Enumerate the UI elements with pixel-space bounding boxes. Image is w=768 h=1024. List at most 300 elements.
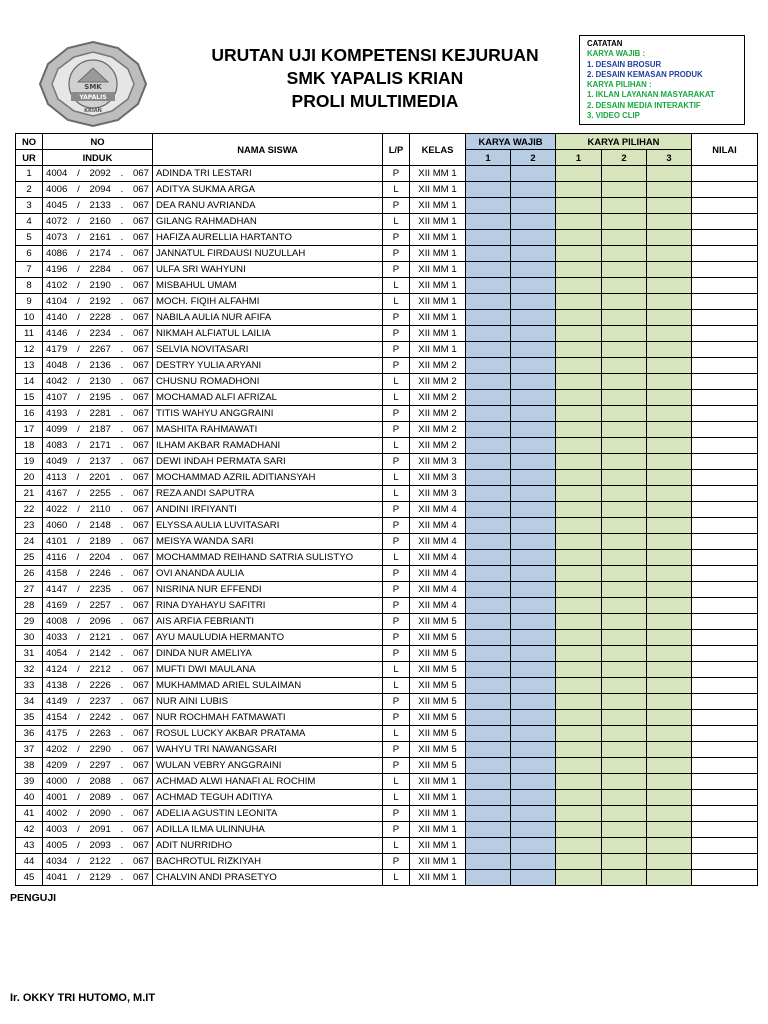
cell-nilai[interactable]: [692, 262, 758, 278]
cell-pilihan-2[interactable]: [602, 310, 647, 326]
cell-pilihan-1[interactable]: [556, 214, 602, 230]
cell-wajib-2[interactable]: [511, 486, 556, 502]
cell-pilihan-3[interactable]: [647, 422, 692, 438]
cell-wajib-1[interactable]: [466, 246, 511, 262]
cell-pilihan-1[interactable]: [556, 550, 602, 566]
cell-nilai[interactable]: [692, 246, 758, 262]
cell-pilihan-3[interactable]: [647, 678, 692, 694]
header-kelas: KELAS: [410, 134, 466, 166]
cell-pilihan-3[interactable]: [647, 214, 692, 230]
cell-pilihan-2[interactable]: [602, 294, 647, 310]
cell-pilihan-2[interactable]: [602, 374, 647, 390]
cell-pilihan-1[interactable]: [556, 518, 602, 534]
cell-nilai[interactable]: [692, 662, 758, 678]
cell-nilai[interactable]: [692, 310, 758, 326]
cell-no-induk: [43, 710, 153, 726]
cell-pilihan-2[interactable]: [602, 502, 647, 518]
cell-wajib-2[interactable]: [511, 198, 556, 214]
cell-wajib-1[interactable]: [466, 582, 511, 598]
cell-wajib-1[interactable]: [466, 214, 511, 230]
cell-wajib-1[interactable]: [466, 726, 511, 742]
cell-wajib-2[interactable]: [511, 182, 556, 198]
cell-wajib-1[interactable]: [466, 646, 511, 662]
cell-wajib-1[interactable]: [466, 374, 511, 390]
cell-wajib-2[interactable]: [511, 630, 556, 646]
cell-pilihan-3[interactable]: [647, 534, 692, 550]
cell-pilihan-1[interactable]: [556, 694, 602, 710]
cell-pilihan-1[interactable]: [556, 166, 602, 182]
cell-pilihan-3[interactable]: [647, 758, 692, 774]
cell-wajib-2[interactable]: [511, 214, 556, 230]
cell-pilihan-1[interactable]: [556, 806, 602, 822]
cell-nilai[interactable]: [692, 550, 758, 566]
cell-wajib-2[interactable]: [511, 422, 556, 438]
cell-wajib-1[interactable]: [466, 662, 511, 678]
cell-pilihan-3[interactable]: [647, 598, 692, 614]
cell-wajib-1[interactable]: [466, 806, 511, 822]
cell-pilihan-2[interactable]: [602, 438, 647, 454]
cell-wajib-2[interactable]: [511, 374, 556, 390]
cell-wajib-2[interactable]: [511, 758, 556, 774]
cell-kelas: XII MM 5: [410, 742, 466, 758]
cell-pilihan-2[interactable]: [602, 182, 647, 198]
cell-wajib-1[interactable]: [466, 230, 511, 246]
cell-wajib-2[interactable]: [511, 662, 556, 678]
cell-pilihan-2[interactable]: [602, 614, 647, 630]
cell-pilihan-1[interactable]: [556, 454, 602, 470]
cell-pilihan-3[interactable]: [647, 806, 692, 822]
cell-pilihan-3[interactable]: [647, 646, 692, 662]
cell-pilihan-3[interactable]: [647, 278, 692, 294]
cell-pilihan-3[interactable]: [647, 566, 692, 582]
cell-wajib-2[interactable]: [511, 790, 556, 806]
cell-wajib-1[interactable]: [466, 694, 511, 710]
cell-pilihan-1[interactable]: [556, 198, 602, 214]
cell-nilai[interactable]: [692, 870, 758, 886]
cell-wajib-1[interactable]: [466, 342, 511, 358]
cell-wajib-2[interactable]: [511, 582, 556, 598]
cell-nama-siswa: ADIT NURRIDHO: [153, 838, 383, 854]
cell-wajib-1[interactable]: [466, 278, 511, 294]
cell-nilai[interactable]: [692, 646, 758, 662]
cell-wajib-2[interactable]: [511, 806, 556, 822]
cell-wajib-2[interactable]: [511, 358, 556, 374]
cell-pilihan-3[interactable]: [647, 790, 692, 806]
cell-no-ur: 1: [16, 166, 43, 182]
cell-pilihan-1[interactable]: [556, 646, 602, 662]
cell-pilihan-2[interactable]: [602, 214, 647, 230]
cell-wajib-2[interactable]: [511, 598, 556, 614]
induk-sep: /: [77, 839, 80, 851]
cell-pilihan-1[interactable]: [556, 342, 602, 358]
induk-part-a: 4022: [46, 503, 68, 515]
cell-wajib-1[interactable]: [466, 710, 511, 726]
cell-wajib-2[interactable]: [511, 550, 556, 566]
cell-nilai[interactable]: [692, 502, 758, 518]
cell-wajib-1[interactable]: [466, 454, 511, 470]
cell-nilai[interactable]: [692, 614, 758, 630]
cell-nilai[interactable]: [692, 566, 758, 582]
cell-nama-siswa: OVI ANANDA AULIA: [153, 566, 383, 582]
cell-pilihan-3[interactable]: [647, 630, 692, 646]
cell-wajib-1[interactable]: [466, 422, 511, 438]
cell-pilihan-1[interactable]: [556, 790, 602, 806]
cell-wajib-2[interactable]: [511, 710, 556, 726]
cell-pilihan-3[interactable]: [647, 870, 692, 886]
cell-wajib-1[interactable]: [466, 182, 511, 198]
cell-pilihan-2[interactable]: [602, 278, 647, 294]
cell-pilihan-2[interactable]: [602, 390, 647, 406]
cell-nilai[interactable]: [692, 486, 758, 502]
cell-pilihan-1[interactable]: [556, 374, 602, 390]
cell-pilihan-3[interactable]: [647, 406, 692, 422]
cell-pilihan-1[interactable]: [556, 822, 602, 838]
cell-wajib-1[interactable]: [466, 262, 511, 278]
cell-pilihan-2[interactable]: [602, 646, 647, 662]
cell-wajib-1[interactable]: [466, 198, 511, 214]
cell-nilai[interactable]: [692, 438, 758, 454]
cell-nama-siswa: NUR ROCHMAH FATMAWATI: [153, 710, 383, 726]
cell-pilihan-3[interactable]: [647, 342, 692, 358]
cell-wajib-1[interactable]: [466, 358, 511, 374]
cell-pilihan-3[interactable]: [647, 182, 692, 198]
cell-wajib-1[interactable]: [466, 630, 511, 646]
cell-nilai[interactable]: [692, 198, 758, 214]
cell-pilihan-2[interactable]: [602, 166, 647, 182]
induk-part-b: 2267: [89, 343, 111, 355]
cell-nilai[interactable]: [692, 694, 758, 710]
cell-wajib-2[interactable]: [511, 838, 556, 854]
cell-wajib-1[interactable]: [466, 390, 511, 406]
cell-wajib-1[interactable]: [466, 310, 511, 326]
cell-pilihan-3[interactable]: [647, 486, 692, 502]
cell-pilihan-1[interactable]: [556, 278, 602, 294]
cell-pilihan-3[interactable]: [647, 166, 692, 182]
cell-nilai[interactable]: [692, 166, 758, 182]
cell-lp: P: [383, 758, 410, 774]
cell-wajib-2[interactable]: [511, 518, 556, 534]
cell-pilihan-1[interactable]: [556, 870, 602, 886]
cell-nilai[interactable]: [692, 534, 758, 550]
cell-pilihan-1[interactable]: [556, 486, 602, 502]
cell-wajib-2[interactable]: [511, 646, 556, 662]
cell-wajib-1[interactable]: [466, 326, 511, 342]
cell-nilai[interactable]: [692, 806, 758, 822]
cell-nilai[interactable]: [692, 742, 758, 758]
cell-pilihan-1[interactable]: [556, 182, 602, 198]
cell-pilihan-1[interactable]: [556, 422, 602, 438]
cell-pilihan-1[interactable]: [556, 758, 602, 774]
cell-pilihan-3[interactable]: [647, 358, 692, 374]
cell-wajib-1[interactable]: [466, 742, 511, 758]
cell-nilai[interactable]: [692, 582, 758, 598]
cell-nilai[interactable]: [692, 598, 758, 614]
cell-pilihan-1[interactable]: [556, 534, 602, 550]
cell-wajib-2[interactable]: [511, 246, 556, 262]
cell-nilai[interactable]: [692, 822, 758, 838]
cell-no-induk: [43, 742, 153, 758]
cell-wajib-2[interactable]: [511, 534, 556, 550]
cell-nilai[interactable]: [692, 454, 758, 470]
cell-pilihan-1[interactable]: [556, 726, 602, 742]
induk-sep: /: [77, 823, 80, 835]
cell-wajib-2[interactable]: [511, 454, 556, 470]
cell-pilihan-1[interactable]: [556, 326, 602, 342]
cell-wajib-2[interactable]: [511, 262, 556, 278]
cell-wajib-1[interactable]: [466, 486, 511, 502]
cell-pilihan-1[interactable]: [556, 566, 602, 582]
cell-wajib-1[interactable]: [466, 598, 511, 614]
cell-nilai[interactable]: [692, 774, 758, 790]
induk-part-a: 4054: [46, 647, 68, 659]
cell-wajib-2[interactable]: [511, 342, 556, 358]
cell-nilai[interactable]: [692, 630, 758, 646]
cell-pilihan-1[interactable]: [556, 470, 602, 486]
cell-nilai[interactable]: [692, 470, 758, 486]
cell-pilihan-1[interactable]: [556, 678, 602, 694]
cell-pilihan-3[interactable]: [647, 230, 692, 246]
cell-pilihan-2[interactable]: [602, 710, 647, 726]
cell-nilai[interactable]: [692, 214, 758, 230]
cell-pilihan-3[interactable]: [647, 470, 692, 486]
induk-dot: .: [120, 567, 124, 579]
cell-pilihan-2[interactable]: [602, 358, 647, 374]
cell-pilihan-3[interactable]: [647, 262, 692, 278]
cell-pilihan-3[interactable]: [647, 374, 692, 390]
cell-pilihan-3[interactable]: [647, 822, 692, 838]
cell-nilai[interactable]: [692, 854, 758, 870]
cell-pilihan-1[interactable]: [556, 310, 602, 326]
cell-pilihan-3[interactable]: [647, 726, 692, 742]
cell-pilihan-3[interactable]: [647, 550, 692, 566]
cell-wajib-1[interactable]: [466, 294, 511, 310]
cell-nilai[interactable]: [692, 678, 758, 694]
cell-pilihan-1[interactable]: [556, 358, 602, 374]
cell-wajib-2[interactable]: [511, 166, 556, 182]
cell-nilai[interactable]: [692, 406, 758, 422]
cell-nilai[interactable]: [692, 358, 758, 374]
induk-part-c: 067: [132, 295, 149, 307]
cell-pilihan-3[interactable]: [647, 710, 692, 726]
cell-pilihan-3[interactable]: [647, 326, 692, 342]
cell-pilihan-3[interactable]: [647, 502, 692, 518]
cell-pilihan-1[interactable]: [556, 582, 602, 598]
cell-wajib-1[interactable]: [466, 758, 511, 774]
cell-pilihan-3[interactable]: [647, 838, 692, 854]
cell-pilihan-1[interactable]: [556, 630, 602, 646]
cell-pilihan-1[interactable]: [556, 246, 602, 262]
cell-pilihan-2[interactable]: [602, 230, 647, 246]
cell-pilihan-3[interactable]: [647, 310, 692, 326]
cell-wajib-1[interactable]: [466, 838, 511, 854]
cell-nilai[interactable]: [692, 294, 758, 310]
cell-nilai[interactable]: [692, 518, 758, 534]
cell-wajib-1[interactable]: [466, 566, 511, 582]
cell-wajib-1[interactable]: [466, 534, 511, 550]
cell-pilihan-1[interactable]: [556, 502, 602, 518]
cell-pilihan-1[interactable]: [556, 662, 602, 678]
cell-pilihan-2[interactable]: [602, 854, 647, 870]
induk-sep: /: [77, 599, 80, 611]
cell-wajib-2[interactable]: [511, 230, 556, 246]
cell-pilihan-3[interactable]: [647, 614, 692, 630]
cell-wajib-1[interactable]: [466, 550, 511, 566]
cell-pilihan-3[interactable]: [647, 390, 692, 406]
cell-wajib-1[interactable]: [466, 774, 511, 790]
cell-wajib-2[interactable]: [511, 566, 556, 582]
cell-wajib-2[interactable]: [511, 278, 556, 294]
cell-pilihan-2[interactable]: [602, 198, 647, 214]
cell-wajib-1[interactable]: [466, 854, 511, 870]
cell-pilihan-2[interactable]: [602, 694, 647, 710]
cell-wajib-2[interactable]: [511, 470, 556, 486]
document-title: [190, 44, 560, 113]
cell-pilihan-1[interactable]: [556, 854, 602, 870]
cell-pilihan-2[interactable]: [602, 790, 647, 806]
cell-nilai[interactable]: [692, 374, 758, 390]
cell-pilihan-1[interactable]: [556, 838, 602, 854]
cell-wajib-1[interactable]: [466, 406, 511, 422]
cell-pilihan-2[interactable]: [602, 774, 647, 790]
cell-pilihan-1[interactable]: [556, 390, 602, 406]
cell-wajib-1[interactable]: [466, 166, 511, 182]
cell-no-induk: [43, 806, 153, 822]
cell-pilihan-2[interactable]: [602, 342, 647, 358]
cell-wajib-2[interactable]: [511, 310, 556, 326]
cell-wajib-2[interactable]: [511, 678, 556, 694]
cell-pilihan-1[interactable]: [556, 710, 602, 726]
cell-wajib-2[interactable]: [511, 406, 556, 422]
cell-kelas: XII MM 4: [410, 566, 466, 582]
cell-no-ur: 45: [16, 870, 43, 886]
cell-nama-siswa: NABILA AULIA NUR AFIFA: [153, 310, 383, 326]
cell-pilihan-2[interactable]: [602, 566, 647, 582]
cell-nilai[interactable]: [692, 790, 758, 806]
cell-pilihan-2[interactable]: [602, 822, 647, 838]
cell-pilihan-2[interactable]: [602, 422, 647, 438]
cell-pilihan-3[interactable]: [647, 742, 692, 758]
header-no-ur-2: UR: [16, 150, 43, 166]
cell-nilai[interactable]: [692, 838, 758, 854]
cell-pilihan-3[interactable]: [647, 582, 692, 598]
cell-wajib-1[interactable]: [466, 822, 511, 838]
cell-pilihan-3[interactable]: [647, 198, 692, 214]
cell-pilihan-2[interactable]: [602, 630, 647, 646]
cell-wajib-1[interactable]: [466, 438, 511, 454]
cell-pilihan-2[interactable]: [602, 806, 647, 822]
cell-pilihan-1[interactable]: [556, 614, 602, 630]
cell-pilihan-1[interactable]: [556, 294, 602, 310]
cell-nilai[interactable]: [692, 326, 758, 342]
cell-nilai[interactable]: [692, 422, 758, 438]
cell-wajib-2[interactable]: [511, 870, 556, 886]
cell-wajib-2[interactable]: [511, 854, 556, 870]
cell-wajib-2[interactable]: [511, 774, 556, 790]
cell-pilihan-1[interactable]: [556, 230, 602, 246]
cell-wajib-1[interactable]: [466, 518, 511, 534]
induk-dot: .: [120, 263, 124, 275]
cell-pilihan-2[interactable]: [602, 518, 647, 534]
cell-pilihan-2[interactable]: [602, 726, 647, 742]
cell-pilihan-3[interactable]: [647, 518, 692, 534]
cell-nilai[interactable]: [692, 230, 758, 246]
cell-pilihan-3[interactable]: [647, 662, 692, 678]
cell-pilihan-2[interactable]: [602, 534, 647, 550]
cell-pilihan-2[interactable]: [602, 742, 647, 758]
cell-wajib-1[interactable]: [466, 614, 511, 630]
cell-wajib-2[interactable]: [511, 502, 556, 518]
cell-wajib-2[interactable]: [511, 326, 556, 342]
cell-pilihan-3[interactable]: [647, 774, 692, 790]
cell-pilihan-2[interactable]: [602, 838, 647, 854]
cell-wajib-2[interactable]: [511, 438, 556, 454]
cell-nilai[interactable]: [692, 758, 758, 774]
induk-dot: .: [120, 535, 124, 547]
cell-wajib-1[interactable]: [466, 502, 511, 518]
cell-nilai[interactable]: [692, 726, 758, 742]
cell-wajib-2[interactable]: [511, 822, 556, 838]
cell-pilihan-2[interactable]: [602, 582, 647, 598]
cell-pilihan-1[interactable]: [556, 438, 602, 454]
cell-pilihan-1[interactable]: [556, 598, 602, 614]
cell-pilihan-2[interactable]: [602, 662, 647, 678]
induk-sep: /: [77, 183, 80, 195]
table-row: [16, 582, 758, 598]
cell-wajib-2[interactable]: [511, 390, 556, 406]
cell-nilai[interactable]: [692, 710, 758, 726]
cell-pilihan-2[interactable]: [602, 486, 647, 502]
cell-pilihan-2[interactable]: [602, 870, 647, 886]
cell-pilihan-2[interactable]: [602, 598, 647, 614]
cell-wajib-2[interactable]: [511, 614, 556, 630]
cell-pilihan-1[interactable]: [556, 774, 602, 790]
cell-nilai[interactable]: [692, 390, 758, 406]
cell-no-induk: [43, 662, 153, 678]
cell-pilihan-1[interactable]: [556, 742, 602, 758]
cell-nilai[interactable]: [692, 342, 758, 358]
cell-pilihan-3[interactable]: [647, 694, 692, 710]
cell-pilihan-2[interactable]: [602, 758, 647, 774]
cell-wajib-1[interactable]: [466, 870, 511, 886]
cell-pilihan-2[interactable]: [602, 454, 647, 470]
cell-no-ur: 7: [16, 262, 43, 278]
cell-wajib-1[interactable]: [466, 678, 511, 694]
cell-pilihan-3[interactable]: [647, 438, 692, 454]
cell-pilihan-3[interactable]: [647, 246, 692, 262]
cell-pilihan-2[interactable]: [602, 406, 647, 422]
cell-pilihan-3[interactable]: [647, 854, 692, 870]
cell-pilihan-3[interactable]: [647, 294, 692, 310]
cell-pilihan-2[interactable]: [602, 262, 647, 278]
cell-pilihan-3[interactable]: [647, 454, 692, 470]
cell-pilihan-2[interactable]: [602, 550, 647, 566]
cell-wajib-2[interactable]: [511, 726, 556, 742]
cell-wajib-2[interactable]: [511, 694, 556, 710]
cell-pilihan-2[interactable]: [602, 470, 647, 486]
logo-text-top: SMK: [84, 83, 102, 91]
cell-nilai[interactable]: [692, 278, 758, 294]
cell-wajib-2[interactable]: [511, 294, 556, 310]
cell-pilihan-2[interactable]: [602, 678, 647, 694]
cell-wajib-1[interactable]: [466, 790, 511, 806]
cell-pilihan-1[interactable]: [556, 262, 602, 278]
cell-wajib-1[interactable]: [466, 470, 511, 486]
cell-pilihan-1[interactable]: [556, 406, 602, 422]
cell-pilihan-2[interactable]: [602, 246, 647, 262]
cell-pilihan-2[interactable]: [602, 326, 647, 342]
cell-wajib-2[interactable]: [511, 742, 556, 758]
cell-nilai[interactable]: [692, 182, 758, 198]
